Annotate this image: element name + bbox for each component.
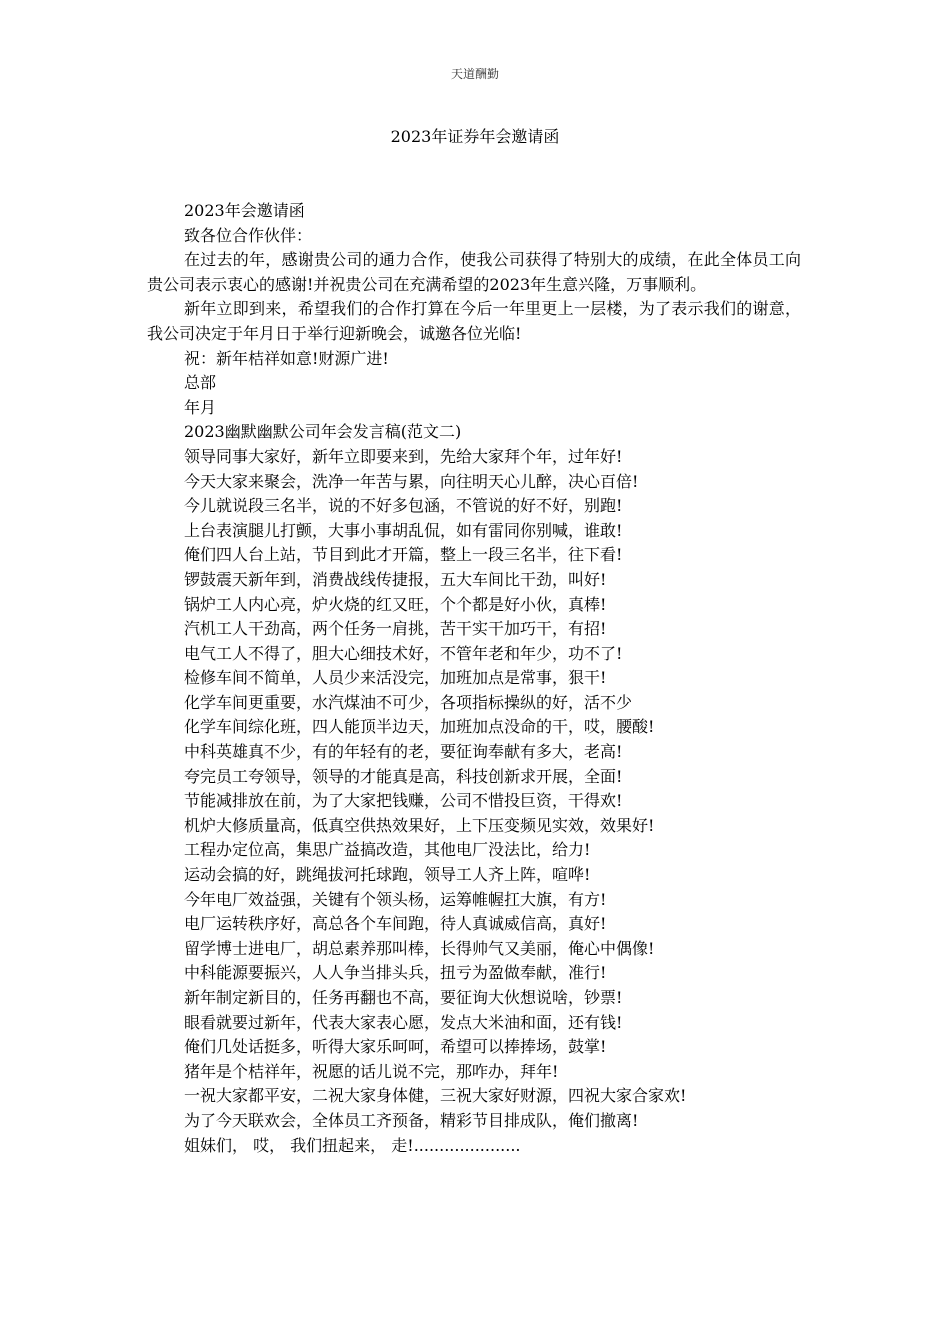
paragraph: 年月	[184, 397, 217, 417]
paragraph: 在过去的年，感谢贵公司的通力合作，使我公司获得了特别大的成绩，在此全体员工向贵公司表示衷心的感谢!并祝贵公司在充满希望的2023年生意兴隆，万事顺利。	[147, 250, 801, 294]
paragraph: 领导同事大家好，新年立即要来到，先给大家拜个年，过年好!	[184, 446, 623, 466]
paragraph: 留学博士进电厂，胡总素养那叫棒，长得帅气又美丽，俺心中偶像!	[184, 938, 655, 958]
paragraph: 锣鼓震天新年到，消费战线传捷报，五大车间比干劲，叫好!	[184, 569, 607, 589]
paragraph: 检修车间不简单，人员少来活没完，加班加点是常事，狠干!	[184, 668, 607, 688]
paragraph: 今天大家来聚会，洗净一年苦与累，向往明天心儿醉，决心百倍!	[184, 471, 639, 491]
paragraph: 今儿就说段三名半，说的不好多包涵，不管说的好不好，别跑!	[184, 496, 623, 516]
paragraph: 俺们四人台上站，节目到此才开篇，整上一段三名半，往下看!	[184, 545, 623, 565]
paragraph: 锅炉工人内心亮，炉火烧的红又旺，个个都是好小伙，真棒!	[184, 594, 607, 614]
paragraph: 一祝大家都平安，二祝大家身体健，三祝大家好财源，四祝大家合家欢!	[184, 1086, 687, 1106]
paragraph: 总部	[184, 373, 217, 393]
paragraph: 运动会搞的好，跳绳拔河托球跑，领导工人齐上阵，喧哗!	[184, 865, 591, 885]
paragraph: 中科能源要振兴，人人争当排头兵，扭亏为盈做奉献，准行!	[184, 963, 607, 983]
paragraph: 中科英雄真不少，有的年轻有的老，要征询奉献有多大，老高!	[184, 742, 623, 762]
paragraph: 眼看就要过新年，代表大家表心愿，发点大米油和面，还有钱!	[184, 1012, 623, 1032]
paragraph: 2023幽默幽默公司年会发言稿(范文二)	[184, 422, 462, 442]
document-title: 2023年证券年会邀请函	[390, 127, 560, 146]
paragraph: 节能减排放在前，为了大家把钱赚，公司不惜投巨资，干得欢!	[184, 791, 623, 811]
paragraph: 祝：新年桔祥如意!财源广进!	[184, 348, 389, 368]
paragraph: 化学车间更重要，水汽煤油不可少，各项指标操纵的好，活不少	[184, 692, 633, 712]
paragraph: 俺们几处话挺多，听得大家乐呵呵，希望可以捧捧场，鼓掌!	[184, 1037, 607, 1057]
paragraph: 电气工人不得了，胆大心细技术好，不管年老和年少，功不了!	[184, 643, 623, 663]
paragraph: 2023年会邀请函	[184, 201, 305, 220]
paragraph: 上台表演腿儿打颤，大事小事胡乱侃，如有雷同你别喊，谁敢!	[184, 520, 623, 540]
paragraph: 致各位合作伙伴：	[184, 225, 313, 245]
paragraph: 机炉大修质量高，低真空供热效果好，上下压变频见实效，效果好!	[184, 815, 655, 835]
paragraph: 今年电厂效益强，关键有个领头杨，运筹帷幄扛大旗，有方!	[184, 889, 607, 909]
paragraph: 汽机工人干劲高，两个任务一肩挑，苦干实干加巧干，有招!	[184, 619, 607, 639]
paragraph: 化学车间综化班，四人能顶半边天，加班加点没命的干，哎，腰酸!	[184, 717, 655, 737]
page-header: 天道酬勤	[450, 67, 499, 81]
paragraph: 电厂运转秩序好，高总各个车间跑，待人真诚威信高，真好!	[184, 914, 607, 934]
paragraph: 新年制定新目的，任务再翻也不高，要征询大伙想说啥，钞票!	[184, 988, 623, 1007]
document-body	[147, 199, 801, 1158]
paragraph: 猪年是个桔祥年，祝愿的话儿说不完，那咋办，拜年!	[184, 1061, 559, 1081]
paragraph: 为了今天联欢会，全体员工齐预备，精彩节目排成队，俺们撤离!	[184, 1110, 639, 1130]
paragraph: 姐妹们， 哎， 我们扭起来， 走!.....................	[184, 1135, 521, 1155]
paragraph: 夸完员工夸领导，领导的才能真是高，科技创新求开展，全面!	[184, 766, 623, 786]
paragraph: 新年立即到来，希望我们的合作打算在今后一年里更上一层楼，为了表示我们的谢意，我公司决定于年月日于举行迎新晚会，诚邀各位光临!	[147, 299, 801, 343]
paragraph: 工程办定位高，集思广益搞改造，其他电厂没法比，给力!	[184, 840, 591, 860]
